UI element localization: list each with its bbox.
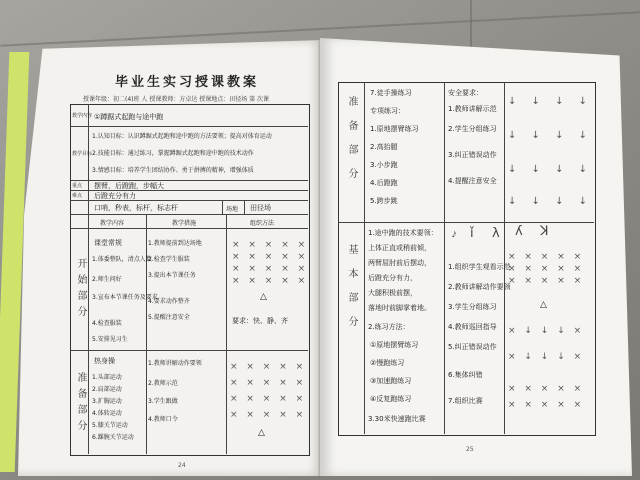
start-measure-line: 5.提醒注意安全 (148, 314, 190, 321)
formation-arrows: ↓ ↓ ↓ ↓ (508, 196, 594, 207)
column-header: 教学内容 (100, 220, 125, 227)
prep-content-line: 3.扩胸运动 (92, 398, 122, 405)
runner-figure-icon: λ (492, 226, 500, 241)
formation-x-marks: × × × × × (232, 264, 309, 274)
formation-arrows: ↓ ↓ ↓ ↓ (508, 164, 594, 175)
start-content-line: 5.安排见习生 (92, 336, 128, 343)
prep-measure-line: 1.教师讲解动作要领 (148, 360, 202, 367)
formation-x-marks: × × × × × (508, 252, 585, 262)
formation-x-marks: × × × × × (508, 400, 585, 410)
basic-measure-line: 7.组织比赛 (448, 397, 483, 405)
basic-content-line: ①原地摆臂练习 (370, 341, 419, 349)
start-measure-line: 3.提出本节课任务 (148, 272, 196, 279)
section-label-prep: 准备部分 (346, 96, 357, 192)
runner-figure-icon: ǐ (470, 226, 474, 241)
basic-content-line: 后蹬充分有力， (368, 274, 417, 282)
formation-x-marks: × × × × × (230, 362, 307, 372)
start-content-line: 课堂常规 (94, 239, 122, 247)
basic-content-line: ②慢跑练习 (370, 359, 405, 367)
objective-line: 3.情感目标：培养学生团结协作、勇于拼搏的精神，增强体质 (92, 167, 254, 174)
section-label-prep: 准备部分 (75, 372, 86, 436)
start-content-line: 2.师生问好 (92, 276, 122, 283)
start-content-line: 3.宣布本节课任务及要求 (92, 294, 158, 301)
page-number-left: 24 (178, 462, 186, 469)
basic-measure-line: 4.教师巡回指导 (448, 323, 497, 331)
basic-measure-line: 2.教师讲解动作要领 (448, 283, 511, 291)
prep-content-line: 6.踝腕关节运动 (92, 434, 134, 441)
start-measure-line: 4.要求动作整齐 (148, 298, 190, 305)
prep-content-line: 1.头部运动 (92, 374, 122, 381)
section-label-basic: 基本部分 (346, 244, 357, 340)
prep-measure-line: 2.学生分组练习 (448, 125, 497, 133)
formation-x-marks: × ↓ ↓ ↓ × (508, 326, 585, 336)
page-number-right: 25 (466, 446, 474, 453)
formation-arrows: ↓ ↓ ↓ ↓ (508, 96, 594, 107)
teaching-content-value: ①蹲踞式起跑与途中跑 (94, 113, 164, 121)
basic-content-line: 落地时前脚掌着地。 (368, 304, 431, 312)
basic-content-line: 1.途中跑的技术要领： (368, 229, 438, 237)
difficulty-value: 后蹬充分有力 (94, 192, 136, 200)
equipment-value: 口哨，秒表，标杆，标志杆 (94, 204, 178, 212)
start-measure-line: 2.检查学生服装 (148, 256, 190, 263)
teacher-triangle-icon: △ (540, 300, 547, 310)
basic-measure-line: 5.纠正错误动作 (448, 343, 497, 351)
basic-content-line: ④反复跑练习 (370, 395, 412, 403)
formation-x-marks: × × × × × (232, 252, 309, 262)
prep-measure-line: 4.提醒注意安全 (448, 177, 497, 185)
formation-x-marks: × ↓ ↓ ↓ × (508, 352, 585, 362)
basic-measure-line: 6.集体纠错 (448, 371, 483, 379)
start-measure-line: 1.教师提前到达场地 (148, 240, 202, 247)
column-header: 组织方法 (250, 220, 275, 227)
teacher-triangle-icon: △ (258, 428, 265, 438)
runner-figure-icon: 𝆔 (452, 226, 457, 241)
basic-content-line: 两臂屈肘前后摆动， (368, 259, 431, 267)
basic-content-line: 3.30米快速跑比赛 (368, 415, 426, 423)
prep-content-line: 1.原地摆臂练习 (370, 125, 419, 133)
start-content-line: 4.检查服装 (92, 320, 122, 327)
prep-content-line: 5.跨步跳 (370, 197, 398, 205)
basic-content-line: 2.练习方法： (368, 323, 410, 331)
formation-x-marks: × × × × × (230, 410, 307, 420)
basic-measure-line: 1.组织学生观看示范 (448, 263, 511, 271)
prep-content-line: 3.小步跑 (370, 161, 398, 169)
formation-x-marks: × × × × × (230, 378, 307, 388)
venue-value: 田径场 (250, 204, 271, 212)
formation-x-marks: × × × × × (508, 276, 585, 286)
runner-figure-icon: ʎ (515, 224, 523, 239)
basic-content-line: 大腿积极前摆， (368, 289, 417, 297)
prep-content-line: 专项练习： (370, 107, 405, 115)
teaching-content-label: 教学内容 (72, 113, 93, 119)
lesson-meta: 授课年级：初二(4)班 人 授课教师：方卓达 授课地点：田径场 第 次课 (83, 96, 270, 103)
prep-measure-line: 安全要求： (448, 89, 483, 97)
prep-measure-line: 1.教师讲解示范 (448, 105, 497, 113)
prep-measure-line: 3.纠正错误动作 (448, 151, 497, 159)
key-label: 重点 (72, 183, 83, 189)
prep-content-line: 7.徒手操练习 (370, 89, 412, 97)
prep-measure-line: 2.教师示范 (148, 380, 178, 387)
formation-x-marks: × × × × × (508, 264, 585, 274)
prep-measure-line: 3.学生跟做 (148, 398, 178, 405)
prep-content-line: 2.高抬腿 (370, 143, 398, 151)
venue-label: 场地 (226, 206, 239, 213)
start-org-requirement: 要求：快、静、齐 (232, 317, 288, 325)
prep-content-line: 4.后蹬跑 (370, 179, 398, 187)
objective-line: 2.技能目标：通过练习，掌握蹲踞式起跑和途中跑的技术动作 (92, 150, 254, 157)
start-content-line: 1.体委整队，清点人数 (92, 256, 152, 263)
formation-x-marks: × × × × × (232, 276, 309, 286)
teacher-triangle-icon: △ (260, 292, 267, 302)
objectives-label: 教学目标 (72, 151, 93, 157)
basic-content-line: 上体正直或稍前倾， (368, 244, 431, 252)
formation-arrows: ↓ ↓ ↓ ↓ (508, 130, 594, 141)
section-label-start: 开始部分 (75, 258, 86, 322)
basic-measure-line: 3.学生分组练习 (448, 303, 497, 311)
difficulty-label: 难点 (72, 193, 83, 199)
prep-content-line: 热身操 (94, 357, 115, 365)
runner-figure-icon: ꓘ (540, 224, 549, 239)
key-value: 摆臂，后蹬跑，步幅大 (94, 182, 164, 190)
page-title: 毕业生实习授课教案 (115, 75, 260, 90)
basic-content-line: ③加速跑练习 (370, 377, 412, 385)
formation-x-marks: × × × × × (232, 240, 309, 250)
prep-content-line: 4.体转运动 (92, 410, 122, 417)
prep-measure-line: 4.教师口令 (148, 416, 178, 423)
objective-line: 1.认知目标：认识蹲踞式起跑和途中跑的方法要领；提高对体育运动 (92, 133, 272, 140)
formation-x-marks: × × × × × (508, 384, 585, 394)
column-header: 教学措施 (172, 220, 197, 227)
prep-content-line: 2.肩部运动 (92, 386, 122, 393)
formation-x-marks: × × × × × (230, 394, 307, 404)
prep-content-line: 5.膝关节运动 (92, 422, 128, 429)
